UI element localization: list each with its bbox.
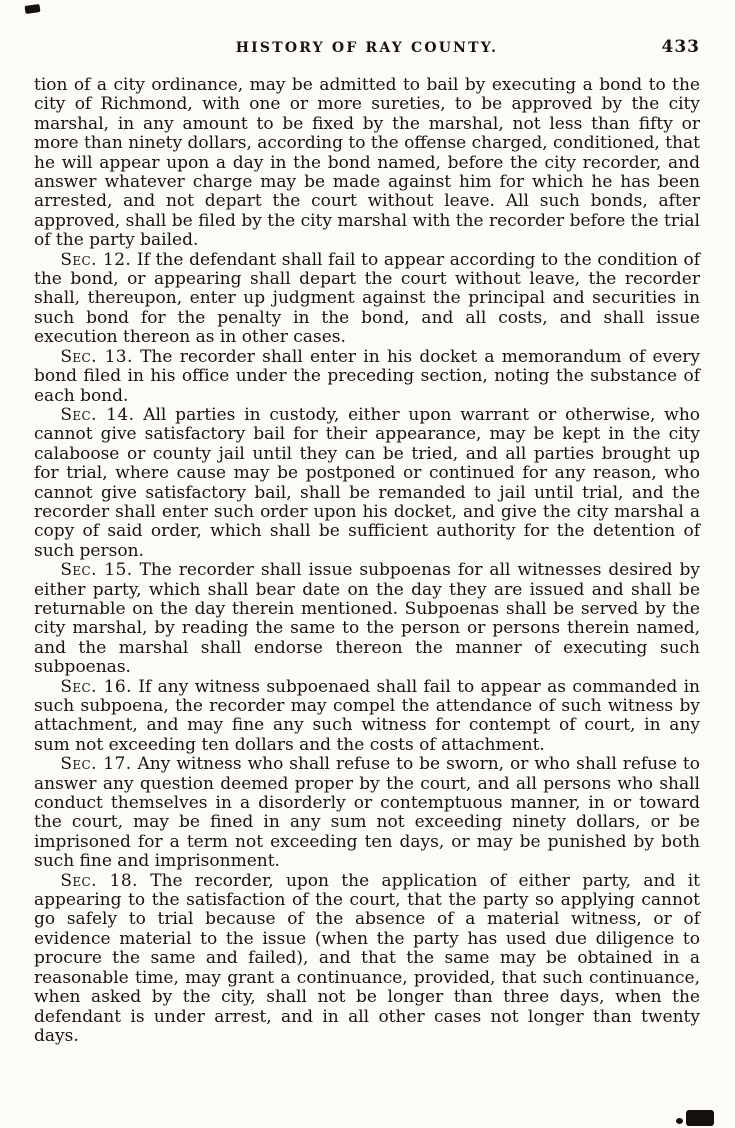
paragraph-sec-16	[34, 678, 700, 756]
running-title: HISTORY OF RAY COUNTY.	[235, 40, 499, 56]
paragraph-sec-18	[34, 872, 700, 1047]
section-label: Sec. 13.	[60, 346, 133, 367]
paragraph-text: The recorder shall issue subpoenas for all witnesses desired by either party, which shall bear date on the day they are issued and shall be returnable on the day therein mentioned. Subpoenas shall be served by the city marshal, by reading the same to the person or persons therein named, and the marshal shall endorse thereon the manner of executing such subpoenas.	[34, 560, 701, 678]
paragraph-sec-17	[34, 755, 700, 871]
paragraph-text: If any witness subpoenaed shall fail to appear as commanded in such subpoena, the recorder may compel the attendance of such witness by attachment, and may fine any such witness for contempt of court, in any sum not exceeding ten dollars and the costs of attachment.	[34, 676, 700, 755]
paragraph-text: Any witness who shall refuse to be sworn, or who shall refuse to answer any question deemed proper by the court, and all persons who shall conduct themselves in a disorderly or contemptuous manner, in or toward the court, may be fined in any sum not exceeding ninety dollars, or be imprisoned for a term not exceeding ten days, or may be punished by both such fine and imprisonment.	[34, 754, 700, 872]
section-label: Sec. 17.	[60, 754, 132, 775]
paragraph-text: If the defendant shall fail to appear according to the condition of the bond, or appearing shall depart the court without leave, the recorder shall, thereupon, enter up judgment against the principal and securities in such bond for the penalty in the bond, and all costs, and shall issue execution thereon as in other cases.	[34, 249, 701, 348]
scan-artifact-bottom-speck	[676, 1118, 683, 1124]
section-label: Sec. 14.	[60, 404, 135, 425]
page-header	[34, 37, 700, 62]
paragraph-sec-14	[34, 406, 700, 561]
paragraph-text: tion of a city ordinance, may be admitted to bail by executing a bond to the city of Richmond, with one or more sureties, to be approved by the city marshal, in any amount to be fixed by the marshal, not less than fifty or more than ninety dollars, according to the offense charged, conditioned, that he will appear upon a day in the bond named, before the city recorder, and answer whatever charge may be made against him for which he has been arrested, and not depart the court without leave. All such bonds, after approved, shall be filed by the city marshal with the recorder before the trial of the party bailed.	[34, 75, 700, 251]
section-label: Sec. 15.	[60, 560, 133, 581]
scan-artifact-bottom-right	[686, 1110, 714, 1126]
paragraph-text: All parties in custody, either upon warrant or otherwise, who cannot give satisfactory bail for their appearance, may be kept in the city calaboose or county jail until they can be tried, and all parties brought up for trial, where cause may be postponed or continued for any reason, who cannot give satisfactory bail, shall be remanded to jail until trial, and the recorder shall enter such order upon his docket, and give the city marshal a copy of said order, which shall be sufficient authority for the detention of such person.	[34, 404, 700, 561]
section-label: Sec. 16.	[60, 676, 132, 697]
scan-artifact-top-left	[25, 4, 41, 14]
section-label: Sec. 12.	[60, 249, 132, 270]
paragraph-sec-12	[34, 251, 700, 348]
paragraph-continuation	[34, 76, 700, 251]
page-number: 433	[661, 37, 700, 57]
paragraph-text: The recorder, upon the application of either party, and it appearing to the satisfaction of the court, that the party so applying cannot go safely to trial because of the absence of a material witness, or of evidence material to the issue (when the party has used due diligence to procure the same and failed), and that the same may be obtained in a reasonable time, may grant a continuance, provided, that such continuance, when asked by the city, shall not be longer than three days, when the defendant is under arrest, and in all other cases not longer than twenty days.	[34, 870, 700, 1046]
page-body	[34, 76, 700, 1046]
section-label: Sec. 18.	[60, 870, 138, 891]
paragraph-sec-15	[34, 561, 700, 677]
paragraph-text: The recorder shall enter in his docket a memorandum of every bond filed in his office under the preceding section, noting the substance of each bond.	[34, 346, 700, 406]
paragraph-sec-13	[34, 348, 700, 406]
